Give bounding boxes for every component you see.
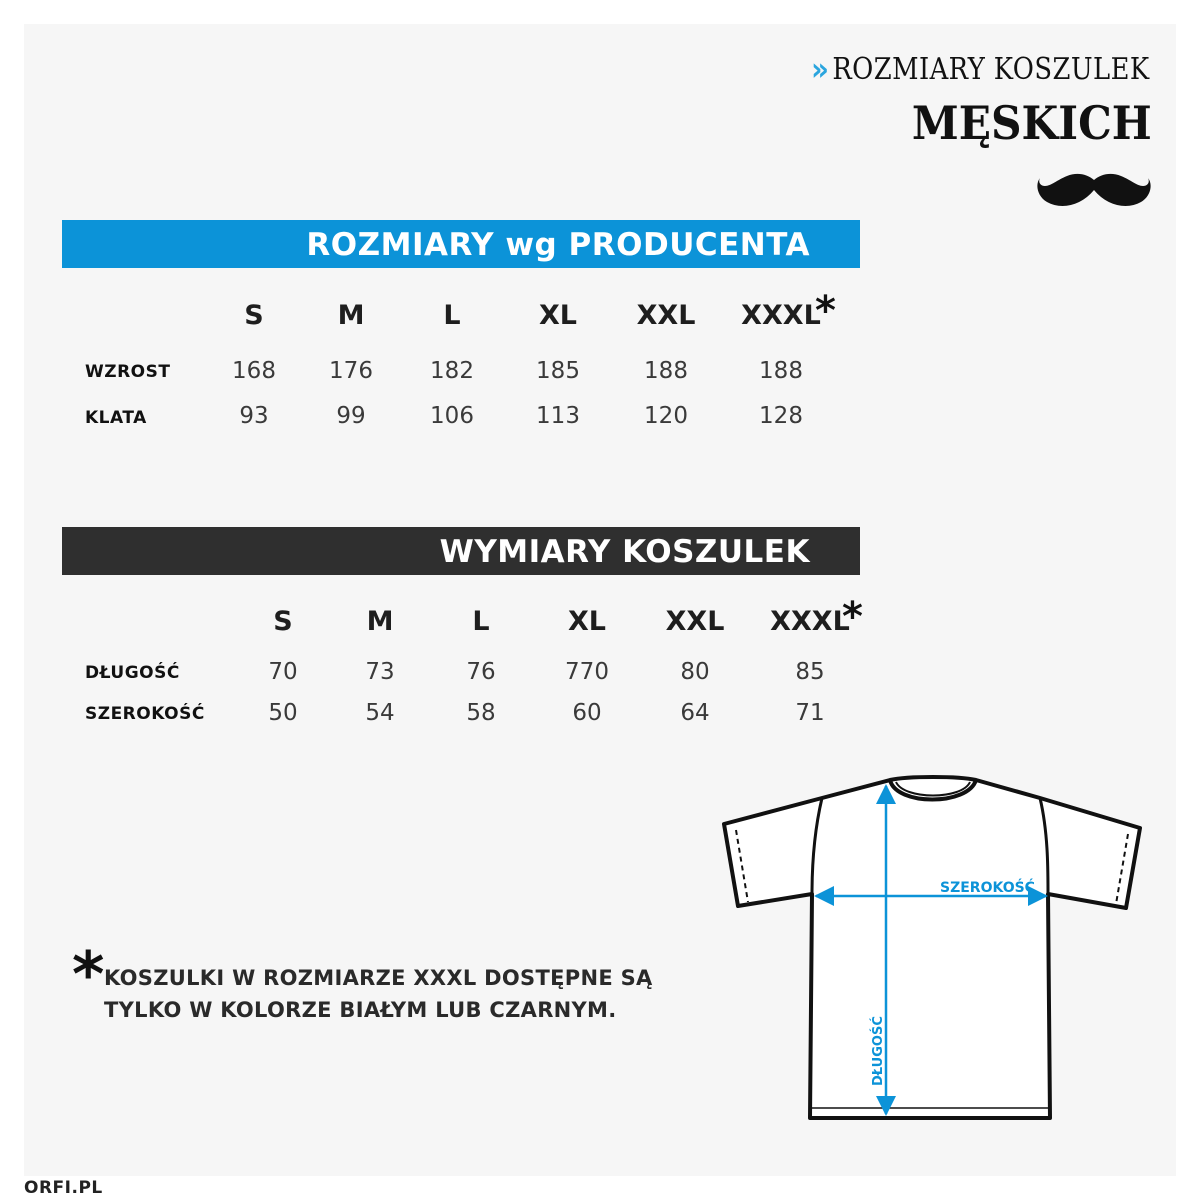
producer-size-l: L xyxy=(443,300,461,331)
producer-klata-xxl: 120 xyxy=(644,403,688,429)
producer-xxxl-asterisk: * xyxy=(815,288,836,334)
dim-row-label-dlugosc: DŁUGOŚĆ xyxy=(85,663,180,683)
producer-wzrost-xxl: 188 xyxy=(644,358,688,384)
producer-klata-l: 106 xyxy=(430,403,474,429)
producer-table-title-bar: ROZMIARY wg PRODUCENTA xyxy=(62,220,860,268)
dim-szerokosc-m: 54 xyxy=(365,700,395,726)
producer-size-xl: XL xyxy=(538,300,578,331)
dim-size-l: L xyxy=(472,606,490,637)
producer-wzrost-xl: 185 xyxy=(536,358,580,384)
dim-xxxl-asterisk: * xyxy=(842,594,863,640)
length-label: DŁUGOŚĆ xyxy=(871,1016,886,1086)
producer-size-xxl: XXL xyxy=(636,300,696,331)
producer-row-label-wzrost: WZROST xyxy=(85,362,171,382)
mustache-icon xyxy=(1037,172,1151,208)
dim-size-xl: XL xyxy=(567,606,607,637)
width-label: SZEROKOŚĆ xyxy=(940,880,1035,896)
dim-szerokosc-l: 58 xyxy=(466,700,496,726)
dim-size-s: S xyxy=(273,606,293,637)
producer-size-xxxl: XXXL xyxy=(741,300,821,331)
tshirt-outline xyxy=(724,777,1140,1118)
producer-klata-s: 93 xyxy=(239,403,269,429)
dim-szerokosc-xxl: 64 xyxy=(680,700,710,726)
producer-klata-xxxl: 128 xyxy=(759,403,803,429)
producer-wzrost-l: 182 xyxy=(430,358,474,384)
producer-wzrost-m: 176 xyxy=(329,358,373,384)
dim-dlugosc-xxxl: 85 xyxy=(795,659,825,685)
dim-dlugosc-l: 76 xyxy=(466,659,496,685)
producer-size-s: S xyxy=(244,300,264,331)
dim-dlugosc-xl: 770 xyxy=(565,659,609,685)
dim-size-m: M xyxy=(366,606,394,637)
xxxl-availability-note: KOSZULKI W ROZMIARZE XXXL DOSTĘPNE SĄ TYLKO W KOLORZE BIAŁYM LUB CZARNYM. xyxy=(104,966,653,1022)
producer-wzrost-s: 168 xyxy=(232,358,276,384)
tshirt-diagram xyxy=(718,772,1148,1128)
producer-wzrost-xxxl: 188 xyxy=(759,358,803,384)
header-title-line1 xyxy=(812,50,1150,88)
dim-szerokosc-xl: 60 xyxy=(572,700,602,726)
dim-szerokosc-s: 50 xyxy=(268,700,298,726)
brand-footer: ORFI.PL xyxy=(24,1178,103,1198)
dim-dlugosc-s: 70 xyxy=(268,659,298,685)
producer-klata-m: 99 xyxy=(336,403,366,429)
producer-size-m: M xyxy=(337,300,365,331)
header-title-line2: MĘSKICH xyxy=(912,96,1152,150)
dim-dlugosc-xxl: 80 xyxy=(680,659,710,685)
dim-size-xxxl: XXXL xyxy=(770,606,850,637)
producer-row-label-klata: KLATA xyxy=(85,408,147,428)
dim-row-label-szerokosc: SZEROKOŚĆ xyxy=(85,704,205,724)
header-title-text: ROZMIARY KOSZULEK xyxy=(832,51,1150,87)
chevron-icon: » xyxy=(811,50,825,88)
producer-klata-xl: 113 xyxy=(536,403,580,429)
dim-dlugosc-m: 73 xyxy=(365,659,395,685)
dimensions-table-title-bar: WYMIARY KOSZULEK xyxy=(62,527,860,575)
dim-size-xxl: XXL xyxy=(665,606,725,637)
note-asterisk: * xyxy=(72,938,105,1011)
dim-szerokosc-xxxl: 71 xyxy=(795,700,825,726)
